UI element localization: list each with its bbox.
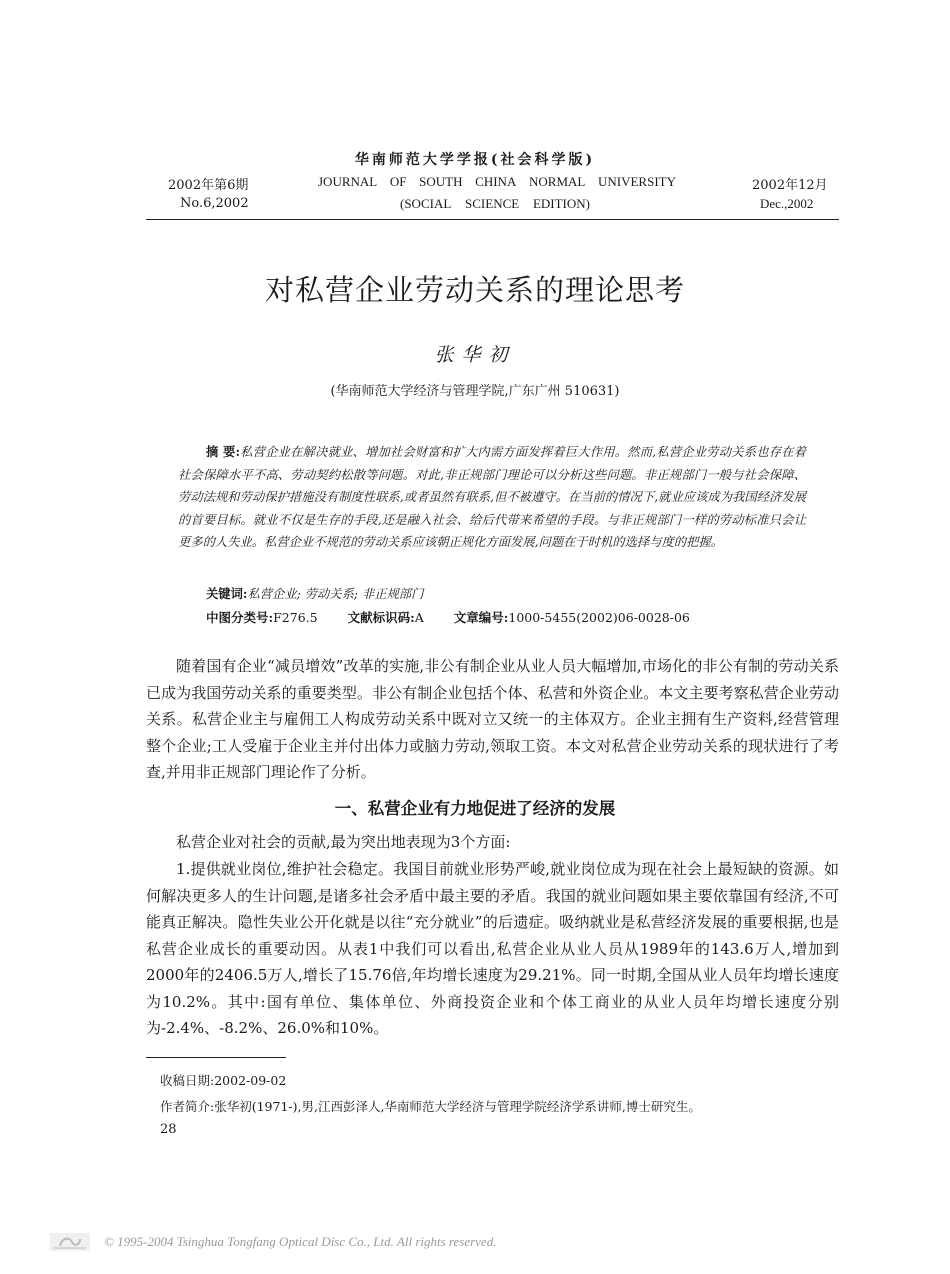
issue-cn: 2002年第6期	[168, 178, 249, 193]
journal-en-word: CHINA	[475, 174, 517, 189]
author-affiliation: (华南师范大学经济与管理学院,广东广州 510631)	[330, 384, 620, 399]
abstract-label: 摘 要:	[206, 444, 240, 459]
copyright-notice: © 1995-2004 Tsinghua Tongfang Optical Disc Co., Ltd. All rights reserved.	[104, 1234, 497, 1249]
keywords-label: 关键词:	[206, 586, 248, 601]
abstract-text: 私营企业在解决就业、增加社会财富和扩大内需方面发挥着巨大作用。然而,私营企业劳动关系也存在着社会保障水平不高、劳动契约松散等问题。对此,非正规部门理论可以分析这些问题。非正规部门一般与社会保障、劳动法规和劳动保护措施没有制度性联系,或者虽然有联系,但不被遵守。在当前的情况下,就业应该成为我国经济发展的首要目标。就业不仅是生存的手段,还是融入社会、给后代带来希望的手段。与非正规部门一样的劳动标准只会让更多的人失业。私营企业不规范的劳动关系应该朝正规化方面发展,问题在于时机的选择与度的把握。	[178, 445, 806, 549]
article-author: 张华初	[434, 344, 516, 366]
journal-en-word: (SOCIAL	[400, 196, 452, 211]
article-no-value: 1000-5455(2002)06-0028-06	[508, 610, 690, 625]
journal-en-word: OF	[389, 174, 407, 189]
journal-title-cn: 华南师范大学学报(社会科学版)	[354, 152, 596, 168]
journal-title-en-line1	[318, 174, 676, 190]
article-no-label: 文章编号:	[453, 610, 509, 625]
publisher-logo-icon	[50, 1233, 90, 1251]
page-number: 28	[160, 1122, 177, 1137]
body-paragraph: 私营企业对社会的贡献,最为突出地表现为3个方面:	[176, 833, 511, 851]
classification-line	[206, 608, 806, 626]
doc-code-value: A	[414, 610, 424, 625]
body-paragraph: 随着国有企业“减员增效”改革的实施,非公有制企业从业人员大幅增加,市场化的非公有制的劳动关系已成为我国劳动关系的重要类型。非公有制企业包括个体、私营和外资企业。本文主要考察私营企业劳动关系。私营企业主与雇佣工人构成劳动关系中既对立又统一的主体双方。企业主拥有生产资料,经营管理整个企业;工人受雇于企业主并付出体力或脑力劳动,领取工资。本文对私营企业劳动关系的现状进行了考查,并用非正规部门理论作了分析。	[146, 657, 839, 781]
abstract	[178, 441, 806, 554]
keywords-text: 私营企业; 劳动关系; 非正规部门	[247, 587, 424, 601]
header-divider	[146, 219, 839, 220]
journal-en-word: NORMAL	[529, 174, 586, 189]
doc-code-label: 文献标识码:	[347, 610, 415, 625]
clc-label: 中图分类号:	[206, 610, 274, 625]
body-paragraph: 1.提供就业岗位,维护社会稳定。我国目前就业形势严峻,就业岗位成为现在社会上最短缺的资源。如何解决更多人的生计问题,是诸多社会矛盾中最主要的矛盾。我国的就业问题如果主要依靠国有经济,不可能真正解决。隐性失业公开化就是以往“充分就业”的后遗症。吸纳就业是私营经济发展的重要根据,也是私营企业成长的重要动因。从表1中我们可以看出,私营企业从业人员从1989年的143.6万人,增加到2000年的2406.5万人,增长了15.76倍,年均增长速度为29.21%。同一时期,全国从业人员年均增长速度为10.2%。其中:国有单位、集体单位、外商投资企业和个体工商业的从业人员年均增长速度分别为-2.4%、-8.2%、26.0%和10%。	[146, 860, 839, 1037]
footnote-received-date: 收稿日期:2002-09-02	[160, 1073, 287, 1088]
journal-en-word: UNIVERSITY	[598, 174, 676, 189]
footnote-author-bio: 作者简介:张华初(1971-),男,江西彭泽人,华南师范大学经济与管理学院经济学系讲师,博士研究生。	[160, 1099, 701, 1114]
issue-en: No.6,2002	[180, 196, 249, 211]
journal-title-en-line2	[400, 196, 590, 212]
clc-value: F276.5	[273, 610, 318, 625]
footnote-divider	[146, 1057, 286, 1058]
article-title: 对私营企业劳动关系的理论思考	[264, 273, 685, 307]
section-heading: 一、私营企业有力地促进了经济的发展	[334, 799, 616, 818]
journal-en-word: EDITION)	[532, 196, 590, 211]
journal-en-word: SCIENCE	[465, 196, 520, 211]
date-en: Dec.,2002	[760, 196, 814, 211]
journal-en-word: JOURNAL	[318, 174, 378, 189]
keywords	[206, 584, 423, 602]
journal-en-word: SOUTH	[419, 174, 463, 189]
date-cn: 2002年12月	[752, 178, 828, 193]
